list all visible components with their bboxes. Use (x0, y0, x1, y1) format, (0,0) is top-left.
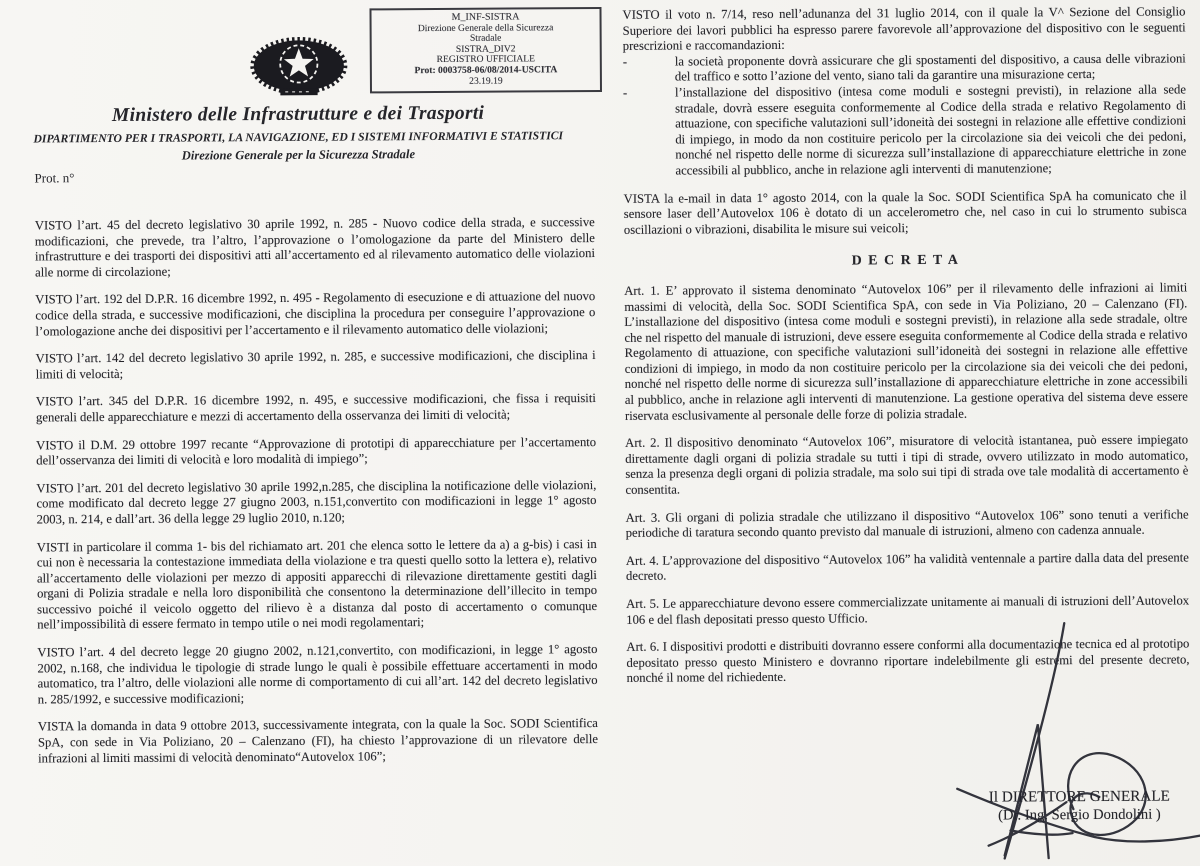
left-text-column (35, 215, 598, 779)
decreta-heading: D E C R E T A (624, 251, 1187, 270)
dash-bullet: - (623, 54, 675, 86)
prescription-item (623, 82, 1187, 179)
stamp-line: M_INF-SISTRA (374, 12, 598, 24)
visto-voto-paragraph: VISTO il voto n. 7/14, reso nell’adunanza del 31 luglio 2014, con il quale la V^ Sezione del Consiglio Superiore dei lavori pubblici ha espresso parere favorevole all’approvazione del dispositivo con le seguenti prescrizioni e raccomandazioni: (622, 4, 1185, 54)
signer-name: (Dr. Ing. Sergio Dondolini ) (954, 805, 1200, 826)
article-5-paragraph: Art. 5. Le apparecchiature devono essere commercializzate unitamente ai manuali di istruzioni dell’Autovelox 106 e del flash depositati presso questo Ufficio. (626, 593, 1189, 628)
right-text-column (622, 4, 1189, 698)
department-line: DIPARTIMENTO PER I TRASPORTI, LA NAVIGAZIONE, ED I SISTEMI INFORMATIVI E STATISTICI (12, 129, 584, 145)
visto-paragraph-8: VISTO l’art. 4 del decreto legge 20 giugno 2002, n.121,convertito, con modificazioni, in legge 1° agosto 2002, n.168, che individua le tipologie di strade lungo le quali è possibile effettuare accertamenti in modo automatico, tra l’altro, delle violazioni alle norme di comportamento di cui all’art. 142 del decreto legislativo n. 285/1992, e successive modificazioni; (37, 642, 597, 708)
stamp-time-line: 23.19.19 (374, 76, 598, 88)
italy-republic-emblem-icon (250, 36, 348, 101)
dash-bullet: - (623, 86, 676, 180)
stamp-line: REGISTRO UFFICIALE (374, 54, 598, 66)
visti-paragraph-7: VISTI in particolare il comma 1- bis del richiamato art. 201 che elenca sotto le lettere da a) a g-bis) i casi in cui non è necessaria la contestazione immediata della violazione e tra questi quello sotto la lettera e), relativo all’accertamento delle violazioni per mezzo di appositi apparecchi di rilevazione direttamente gestiti dagli organi di Polizia stradale e nella loro disponibilità che consentono la determinazione dell’illecito in tempo successivo poiché il veicolo oggetto del rilievo è a distanza dal posto di accertamento o comunque nell’impossibilità di essere fermato in tempo utile o nei modi regolamentari; (37, 537, 598, 634)
stamp-protocol-line: Prot: 0003758-06/08/2014-USCITA (374, 65, 598, 77)
visto-paragraph-2: VISTO l’art. 192 del D.P.R. 16 dicembre 1992, n. 495 - Regolamento di esecuzione e di attuazione del nuovo codice della strada, e successive modificazioni, che disciplina la procedura per conseguire l’approvazione o l’omologazione anche dei dispositivi per l’accertamento e il rilevamento automatico delle violazioni; (35, 289, 595, 339)
article-3-paragraph: Art. 3. Gli organi di polizia stradale che utilizzano il dispositivo “Autovelox 106” sono tenuti a verifiche periodiche di taratura secondo quanto previsto dal manuale di istruzioni, almeno con cadenza annuale. (626, 507, 1189, 542)
vista-domanda-paragraph: VISTA la domanda in data 9 ottobre 2013, successivamente integrata, con la quale la Soc. SODI Scientifica SpA, con sede in Via Poliziano, 20 – Calenzano (FI), ha chiesto l’approvazione di un rilevatore delle infrazioni al limiti massimi di velocità denominato“Autovelox 106”; (38, 716, 598, 766)
prescription-text: la società proponente dovrà assicurare che gli spostamenti del dispositivo, a causa delle vibrazioni del traffico e sotto l’azione del vento, siano tali da garantire una misurazione certa; (675, 51, 1186, 85)
signature-block (954, 786, 1200, 826)
visto-paragraph-6: VISTO l’art. 201 del decreto legislativo 30 aprile 1992,n.285, che disciplina la notificazione delle violazioni, come modificato dal decreto legge 27 giugno 2003, n.151,convertito con modificazioni in legge 1° agosto 2003, n. 214, e dall’art. 36 della legge 29 luglio 2010, n.120; (36, 478, 596, 528)
article-1-paragraph: Art. 1. E’ approvato il sistema denominato “Autovelox 106” per il rilevamento delle infrazioni ai limiti massimi di velocità, della Soc. SODI Scientifica SpA, con sede in Via Poliziano, 20 – Calenzano (FI). L’installazione del dispositivo (intesa come moduli e sostegni previsti), in relazione alla sede stradale, oltre che nel rispetto del manuale di istruzioni, deve essere eseguita conformemente al Codice della strada e relativo Regolamento di attuazione, con specifiche valutazioni sull’idoneità dei sostegni in relazione alle effettive condizioni di impiego, in modo da non costituire pericolo per la circolazione sia dei veicoli che dei pedoni, nonché nel rispetto delle norme di sicurezza sull’installazione di apparecchiature elettriche in zone accessibili al pubblico, anche in relazione agli interventi di manutenzione. La gestione operativa del sistema deve essere riservata esclusivamente al personale delle forze di polizia stradale. (624, 280, 1188, 424)
stamp-line: SISTRA_DIV2 (374, 44, 598, 56)
registry-stamp (369, 7, 602, 94)
vista-email-paragraph: VISTA la e-mail in data 1° agosto 2014, con la quale la Soc. SODI Scientifica SpA ha comunicato che il sensore laser dell’Autovelox 106 è dotato di un accelerometro che, nel caso in cui lo strumento subisca oscillazioni o vibrazioni, disabilita le misure sui veicoli; (624, 188, 1187, 238)
stamp-line: Direzione Generale della Sicurezza (374, 23, 598, 35)
visto-paragraph-5: VISTO il D.M. 29 ottobre 1997 recante “Approvazione di prototipi di apparecchiature per l’accertamento dell’osservanza dei limiti di velocità e loro modalità di impiego”; (36, 435, 596, 470)
protocol-number-label: Prot. n° (34, 170, 74, 186)
prescription-text: l’installazione del dispositivo (intesa come moduli e sostegni previsti), in relazione alla sede stradale, dovrà essere eseguita conformemente al Codice della strada e relativo Regolamento di attuazione, con specifiche valutazioni sull’idoneità dei sostegni in relazione alle effettive condizioni di impiego, in modo da non costituire pericolo per la circolazione sia dei veicoli che dei pedoni, nonché nel rispetto delle norme di sicurezza sull’installazione di apparecchiature elettriche in zone accessibili al pubblico, anche in relazione agli interventi di manutenzione; (675, 82, 1187, 179)
directorate-line: Direzione Generale per la Sicurezza Stradale (12, 146, 584, 164)
ministry-title: Ministero delle Infrastrutture e dei Trasporti (38, 102, 558, 127)
signer-role: Il DIRETTORE GENERALE (954, 786, 1200, 807)
article-2-paragraph: Art. 2. Il dispositivo denominato “Autovelox 106”, misuratore di velocità istantanea, può essere impiegato direttamente dagli organi di polizia stradale su tutti i tipi di strade, ovvero utilizzato in modo automatico, senza la presenza degli organi di polizia stradale, ma solo sui tipi di strada ove tale modalità di accertamento è consentita. (625, 433, 1188, 499)
stamp-line: Stradale (374, 33, 598, 45)
visto-paragraph-4: VISTO l’art. 345 del D.P.R. 16 dicembre 1992, n. 495, e successive modificazioni, che fissa i requisiti generali delle apparecchiature e mezzi di accertamento della osservanza dei limiti di velocità; (36, 391, 596, 426)
visto-paragraph-3: VISTO l’art. 142 del decreto legislativo 30 aprile 1992, n. 285, e successive modificazioni, che disciplina i limiti di velocità; (36, 348, 596, 383)
visto-paragraph-1: VISTO l’art. 45 del decreto legislativo 30 aprile 1992, n. 285 - Nuovo codice della strada, e successive modificazioni, che prevede, tra l’altro, l’approvazione o l’omologazione da parte del Ministero delle infrastrutture e dei trasporti dei dispositivi atti all’accertamento ed al rilevamento automatico delle violazioni alle norme di circolazione; (35, 215, 595, 281)
article-4-paragraph: Art. 4. L’approvazione del dispositivo “Autovelox 106” ha validità ventennale a partire dalla data del presente decreto. (626, 550, 1189, 585)
article-6-paragraph: Art. 6. I dispositivi prodotti e distribuiti dovranno essere conformi alla documentazione tecnica ed al prototipo depositato presso questo Ministero e dovranno riportare indelebilmente gli estremi del presente decreto, nonché il nome del richiedente. (626, 637, 1189, 687)
prescription-item (623, 51, 1186, 86)
